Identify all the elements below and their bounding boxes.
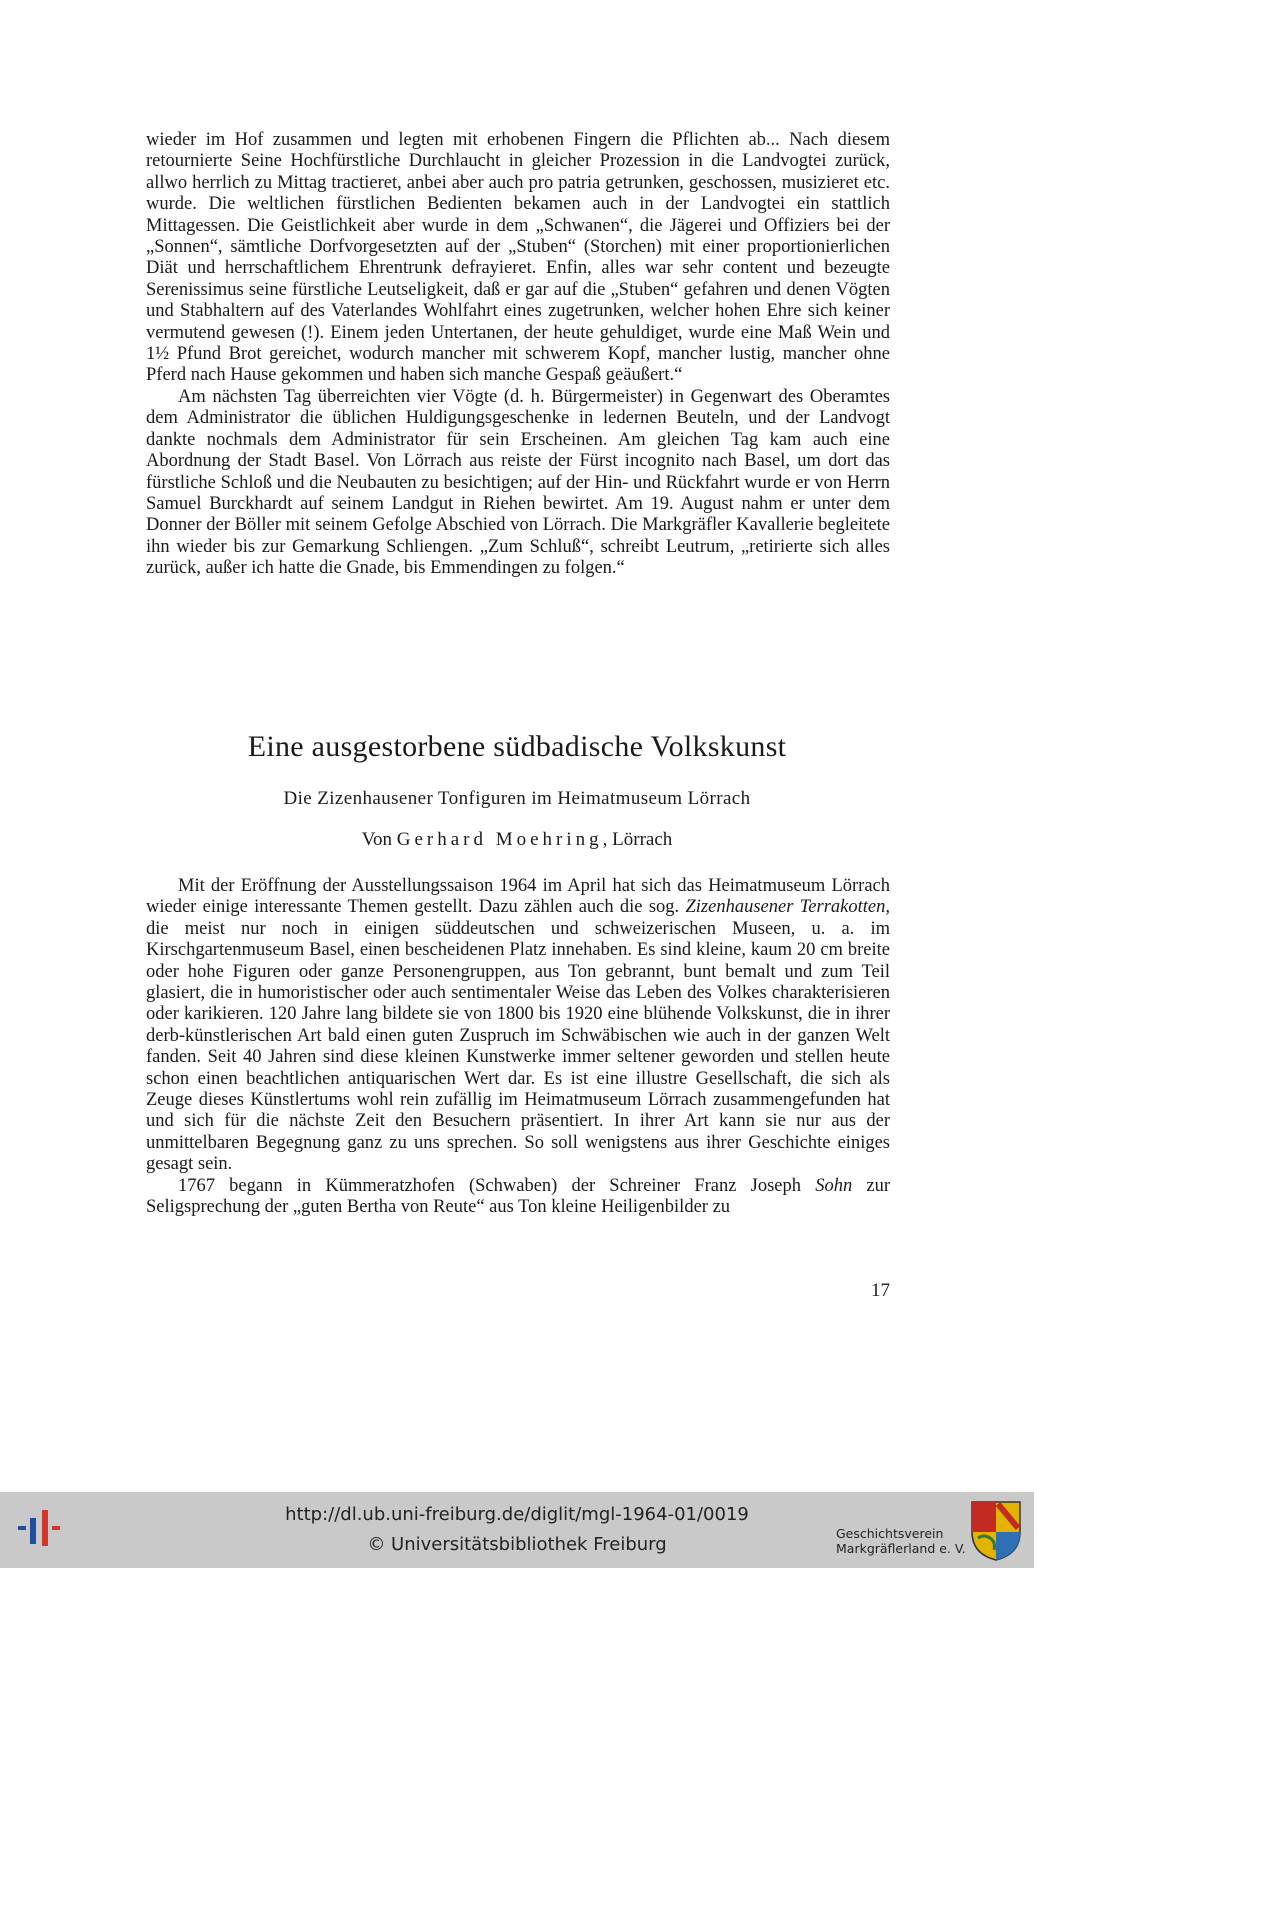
footer-bar — [0, 1492, 1034, 1568]
footer-url-link[interactable]: http://dl.ub.uni-freiburg.de/diglit/mgl-1964-01/0019 — [285, 1504, 749, 1525]
text-block-continued — [146, 130, 890, 580]
society-line: Markgräflerland e. V. — [836, 1541, 966, 1556]
paragraph-text: 1767 begann in Kümmeratzhofen (Schwaben) der Schreiner Franz Joseph — [178, 1175, 816, 1196]
article-subtitle: Die Zizenhausener Tonfiguren im Heimatmuseum Lörrach — [283, 788, 751, 809]
coat-of-arms-icon — [968, 1498, 1024, 1562]
society-name — [836, 1526, 966, 1556]
paragraph-text: Mit der Eröffnung der Ausstellungssaison 1964 im April hat sich das Heimatmuseum Lörrach wieder einige interessante Themen gestellt. Dazu zählen auch die sog. — [146, 876, 890, 918]
article-body — [146, 876, 890, 1219]
article-byline — [0, 829, 1034, 851]
footer-copyright: © Universitätsbibliothek Freiburg — [367, 1534, 667, 1555]
paragraph — [146, 876, 890, 1176]
paragraph: wieder im Hof zusammen und legten mit erhobenen Fingern die Pflichten ab... Nach diesem retournierte Seine Hochfürstliche Durchlaucht in gleicher Prozession in die Landvogtei zurück, allwo herrlich zu Mittag tractieret, anbei aber auch pro patria getrunken, geschossen, musizieret etc. wurde. Die weltlichen fürstlichen Bedienten bekamen auch in der Landvogtei ein stattlich Mittagessen. Die Geistlichkeit aber wurde in dem „Schwanen“, die Jägerei und Offiziers bei der „Sonnen“, sämtliche Dorfvorgesetzten auf der „Stuben“ (Storchen) mit einer proportionierlichen Diät und herrschaftlichem Ehrentrunk defrayieret. Enfin, alles war sehr content und bezeugte Serenissimus seine fürstliche Leutseligkeit, daß er gar auf die „Stuben“ gefahren und denen Vögten und Stabhaltern auf des Vaterlandes Wohlfahrt eines zugetrunken, welcher hohen Ehre sich keiner vermutend gewesen (!). Einem jeden Untertanen, der heute gehuldiget, wurde eine Maß Wein und 1½ Pfund Brot gereichet, wodurch mancher mit schwerem Kopf, mancher lustig, mancher ohne Pferd nach Hause gekommen und haben sich manche Gespaß geäußert.“ — [146, 130, 890, 386]
paragraph-italic: Zizenhausener Terrakotten, — [685, 897, 890, 918]
article-title: Eine ausgestorbene südbadische Volkskunst — [247, 730, 787, 763]
page-number: 17 — [871, 1280, 890, 1301]
paragraph-italic: Sohn — [815, 1175, 853, 1196]
byline-prefix: Von — [361, 829, 392, 850]
author-name: Gerhard Moehring — [396, 829, 603, 850]
paragraph-text: die meist nur noch in einigen süddeutschen und schweizerischen Museen, u. a. im Kirschgartenmuseum Basel, einen bescheidenen Platz innehaben. Es sind kleine, kaum 20 cm breite oder hohe Figuren oder ganze Personengruppen, aus Ton gebrannt, bunt bemalt und zum Teil glasiert, die in humoristischer oder auch sentimentaler Weise das Leben des Volkes charakterisieren oder karikieren. 120 Jahre lang bildete sie von 1800 bis 1920 eine blühende Volkskunst, die in ihrer derb-künstlerischen Art bald einen guten Zuspruch im Schwäbischen wie auch in der ganzen Welt fanden. Seit 40 Jahren sind diese kleinen Kunstwerke immer seltener geworden und stellen heute schon einen beachtlichen antiquarischen Wert dar. Es ist eine illustre Gesellschaft, die sich als Zeuge dieses Künstlertums wohl rein zufällig im Heimatmuseum Lörrach zusammengefunden hat und sich für die nächste Zeit den Besuchern präsentiert. In ihrer Art kann sie nur aus der unmittelbaren Begegnung ganz zu uns sprechen. So soll wenigstens aus ihrer Geschichte einiges gesagt sein. — [146, 918, 890, 1175]
byline-location: , Lörrach — [602, 829, 673, 850]
paragraph: Am nächsten Tag überreichten vier Vögte (d. h. Bürgermeister) in Gegenwart des Oberamtes dem Administrator die üblichen Huldigungsgeschenke in ledernen Beuteln, und der Landvogt dankte nochmals dem Administrator für sein Erscheinen. Am gleichen Tag kam auch eine Abordnung der Stadt Basel. Von Lörrach aus reiste der Fürst incognito nach Basel, um dort das fürstliche Schloß und die Neubauten zu besichtigen; auf der Hin- und Rückfahrt wurde er von Herrn Samuel Burckhardt auf seinem Landgut in Riehen bewirtet. Am 19. August nahm er unter dem Donner der Böller mit seinem Gefolge Abschied von Lörrach. Die Markgräfler Kavallerie begleitete ihn wieder bis zur Gemarkung Schliengen. „Zum Schluß“, schreibt Leutrum, „retirierte sich alles zurück, außer ich hatte die Gnade, bis Emmendingen zu folgen.“ — [146, 386, 890, 579]
paragraph-text: zur Seligsprechung der „guten Bertha von Reute“ aus Ton kleine Heiligenbilder zu — [146, 1175, 891, 1218]
society-line: Geschichtsverein — [836, 1526, 944, 1541]
paragraph — [146, 1176, 890, 1219]
